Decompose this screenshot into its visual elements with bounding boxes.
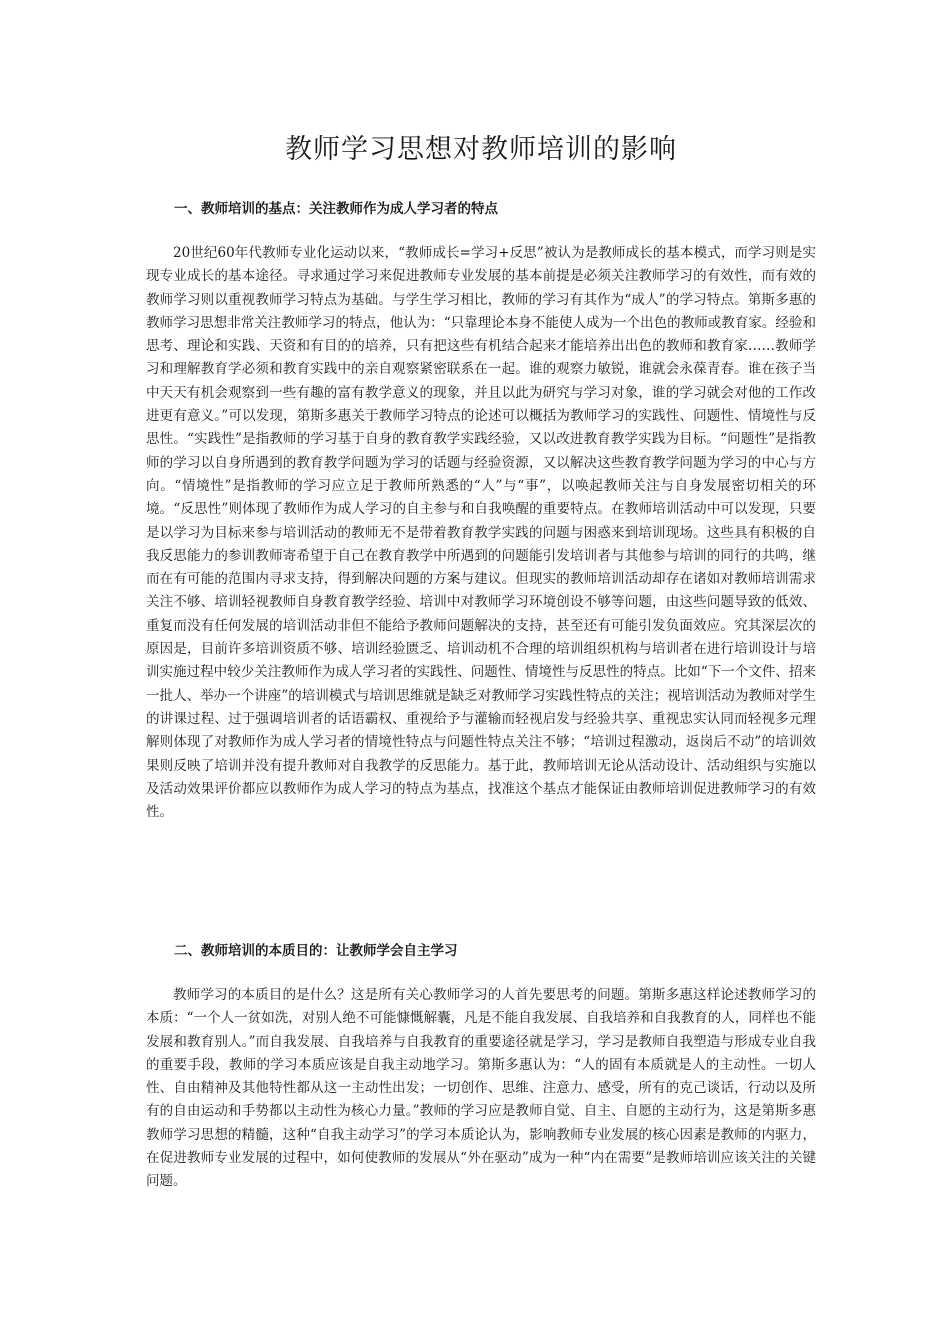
section-paragraph-2: 教师学习的本质目的是什么？这是所有关心教师学习的人首先要思考的问题。第斯多惠这样论述教师学习的本质：“一个人一贫如洗，对别人绝不可能慷慨解囊，凡是不能自我发展、自我培养和自我教育的人，同样也不能发展和教育别人。”而自我发展、自我培养与自我教育的重要途径就是学习，学习是教师自我塑造与形成专业自我的重要手段，教师的学习本质应该是自我主动地学习。第斯多惠认为：“人的固有本质就是人的主动性。一切人性、自由精神及其他特性都从这一主动性出发；一切创作、思维、注意力、感受，所有的克己谈话，行动以及所有的自由运动和手势都以主动性为核心力量。”教师的学习应是教师自觉、自主、自愿的主动行为，这是第斯多惠教师学习思想的精髓，这种“自我主动学习”的学习本质论认为，影响教师专业发展的核心因素是教师的内驱力，在促进教师专业发展的过程中，如何使教师的发展从“外在驱动”成为一种“内在需要”是教师培训应该关注的关键问题。: [146, 987, 816, 1190]
section-heading-2: 二、教师培训的本质目的：让教师学会自主学习: [174, 943, 458, 959]
section-heading-1: 一、教师培训的基点：关注教师作为成人学习者的特点: [174, 201, 498, 217]
document-title: 教师学习思想对教师培训的影响: [285, 134, 677, 165]
section-paragraph-1: 20世纪60年代教师专业化运动以来，“教师成长=学习+反思”被认为是教师成长的基本模式，而学习则是实现专业成长的基本途径。寻求通过学习来促进教师专业发展的基本前提是必须关注教师学习的有效性，而有效的教师学习则以重视教师学习特点为基础。与学生学习相比，教师的学习有其作为“成人”的学习特点。第斯多惠的教师学习思想非常关注教师学习的特点，他认为：“只靠理论本身不能使人成为一个出色的教师或教育家。经验和思考、理论和实践、天资和有目的的培养，只有把这些有机结合起来才能培养出出色的教师和教育家……教师学习和理解教育学必须和教育实践中的亲自观察紧密联系在一起。谁的观察力敏锐，谁就会永葆青春。谁在孩子当中天天有机会观察到一些有趣的富有教学意义的现象，并且以此为研究与学习对象，谁的学习就会对他的工作改进更有意义。”可以发现，第斯多惠关于教师学习特点的论述可以概括为教师学习的实践性、问题性、情境性与反思性。“实践性”是指教师的学习基于自身的教育教学实践经验，又以改进教育教学实践为目标。“问题性”是指教师的学习以自身所遇到的教育教学问题为学习的话题与经验资源，又以解决这些教育教学问题为学习的中心与方向。“情境性”是指教师的学习应立足于教师所熟悉的“人”与“事”，以唤起教师关注与自身发展密切相关的环境。“反思性”则体现了教师作为成人学习的自主参与和自我唤醒的重要特点。在教师培训活动中可以发现，只要是以学习为目标来参与培训活动的教师无不是带着教育教学实践的问题与困惑来到培训现场。这些具有积极的自我反思能力的参训教师寄希望于自己在教育教学中所遇到的问题能引发培训者与其他参与培训的同行的共鸣，继而在有可能的范围内寻求支持，得到解决问题的方案与建议。但现实的教师培训活动却存在诸如对教师培训需求关注不够、培训轻视教师自身教育教学经验、培训中对教师学习环境创设不够等问题，由这些问题导致的低效、重复而没有任何发展的培训活动非但不能给予教师问题解决的支持，甚至还有可能引发负面效应。究其深层次的原因是，目前许多培训资质不够、培训经验匮乏、培训动机不合理的培训组织机构与培训者在进行培训设计与培训实施过程中较少关注教师作为成人学习者的实践性、问题性、情境性与反思性的特点。比如“下一个文件、招来一批人、举办一个讲座”的培训模式与培训思维就是缺乏对教师学习实践性特点的关注；视培训活动为教师对学生的讲课过程、过于强调培训者的话语霸权、重视给予与灌输而轻视启发与经验共享、重视忠实认同而轻视多元理解则体现了对教师作为成人学习者的情境性特点与问题性特点关注不够；“培训过程激动，返岗后不动”的培训效果则反映了培训并没有提升教师对自我教学的反思能力。基于此，教师培训无论从活动设计、活动组织与实施以及活动效果评价都应以教师作为成人学习的特点为基点，找准这个基点才能保证由教师培训促进教师学习的有效性。: [146, 245, 816, 821]
